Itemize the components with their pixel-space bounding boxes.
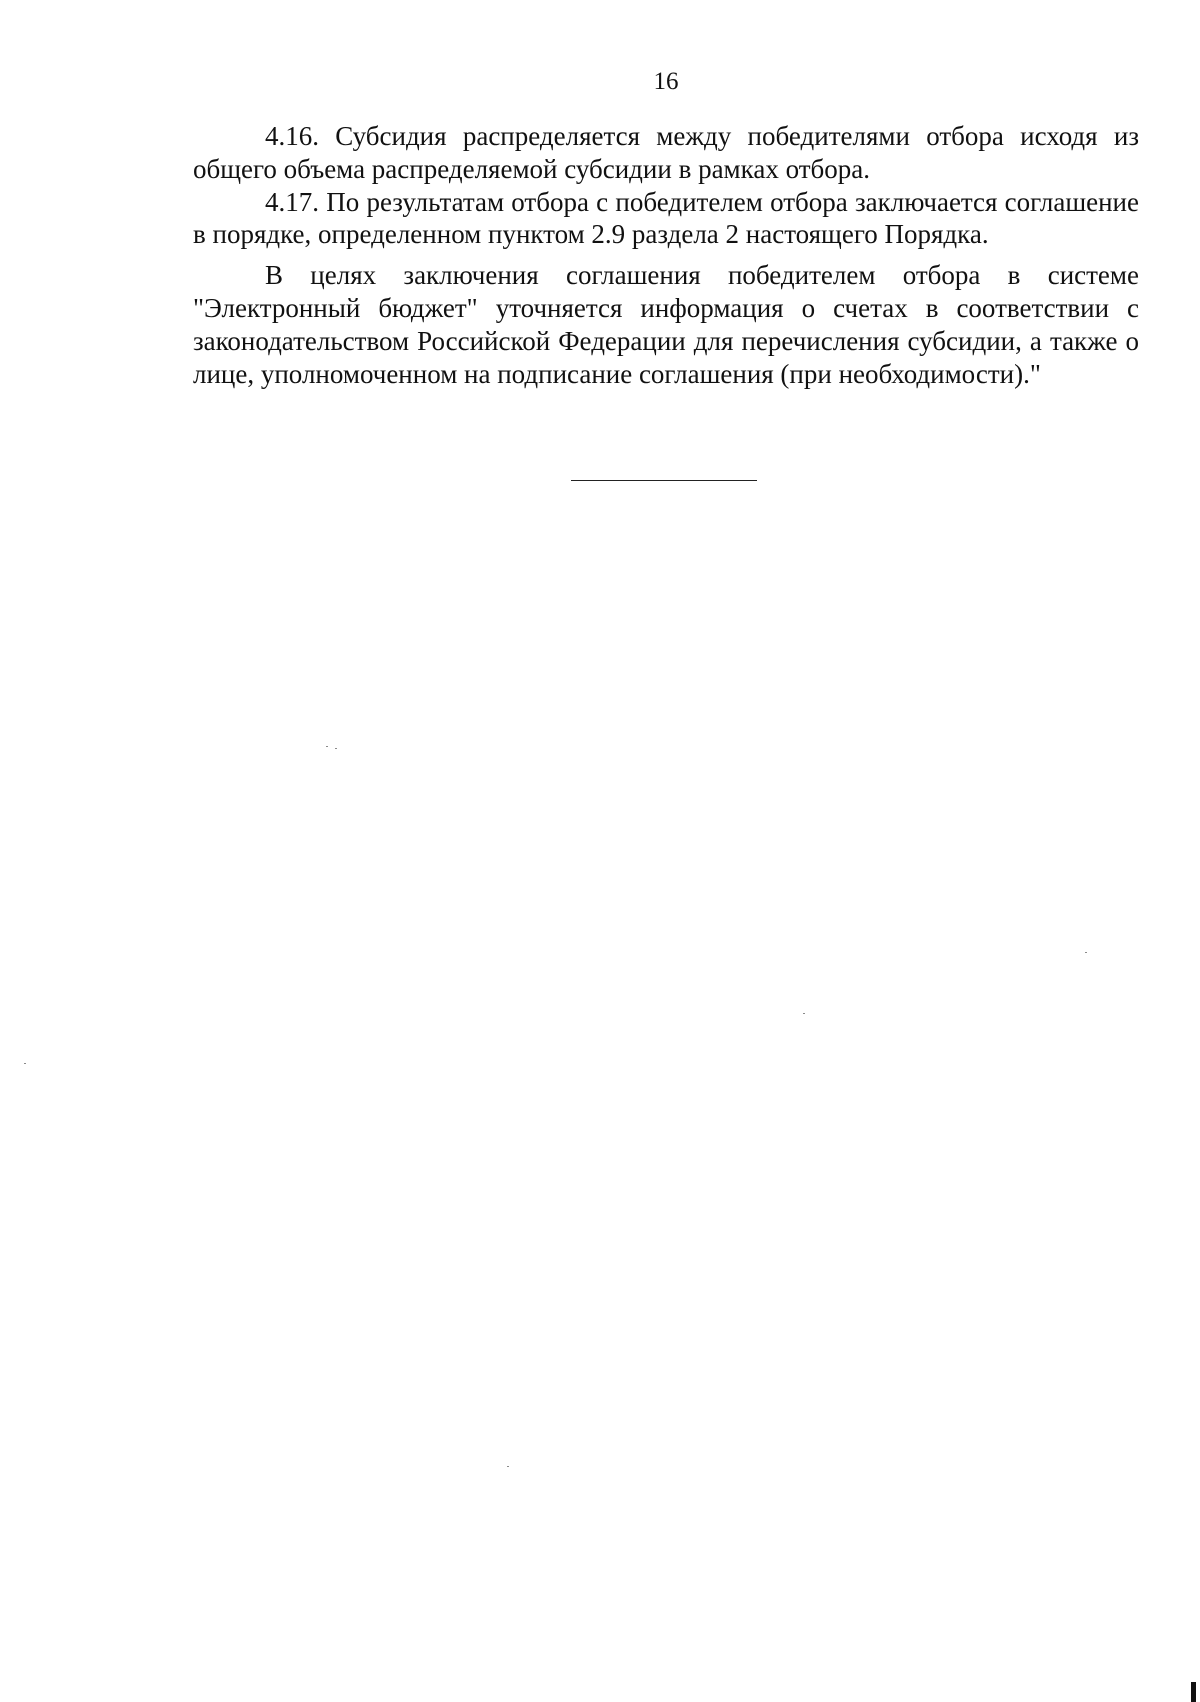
scan-edge-mark: [1191, 1682, 1196, 1702]
scan-speck: [1085, 952, 1087, 953]
scan-speck: [24, 1063, 26, 1064]
scan-speck: [335, 748, 337, 749]
scan-speck: [803, 1013, 805, 1014]
paragraph-4-16: 4.16. Субсидия распределяется между победителями отбора исходя из общего объема распределяемой субсидии в рамках отбора.: [193, 121, 1139, 184]
document-body: [193, 120, 1139, 390]
scan-speck: [326, 746, 328, 747]
paragraph-4-17: 4.17. По результатам отбора с победителем отбора заключается соглашение в порядке, определенном пунктом 2.9 раздела 2 настоящего Порядка.: [193, 186, 1139, 250]
end-of-text-rule: [571, 480, 757, 481]
scan-speck: [507, 1466, 509, 1467]
paragraph-agreement: В целях заключения соглашения победителем отбора в системе "Электронный бюджет" уточняется информация о счетах в соответствии с законодательством Российской Федерации для перечисления субсидии, а также о лице, уполномоченном на подписание соглашения (при необходимости).": [193, 260, 1139, 389]
page-number: 16: [653, 68, 679, 95]
